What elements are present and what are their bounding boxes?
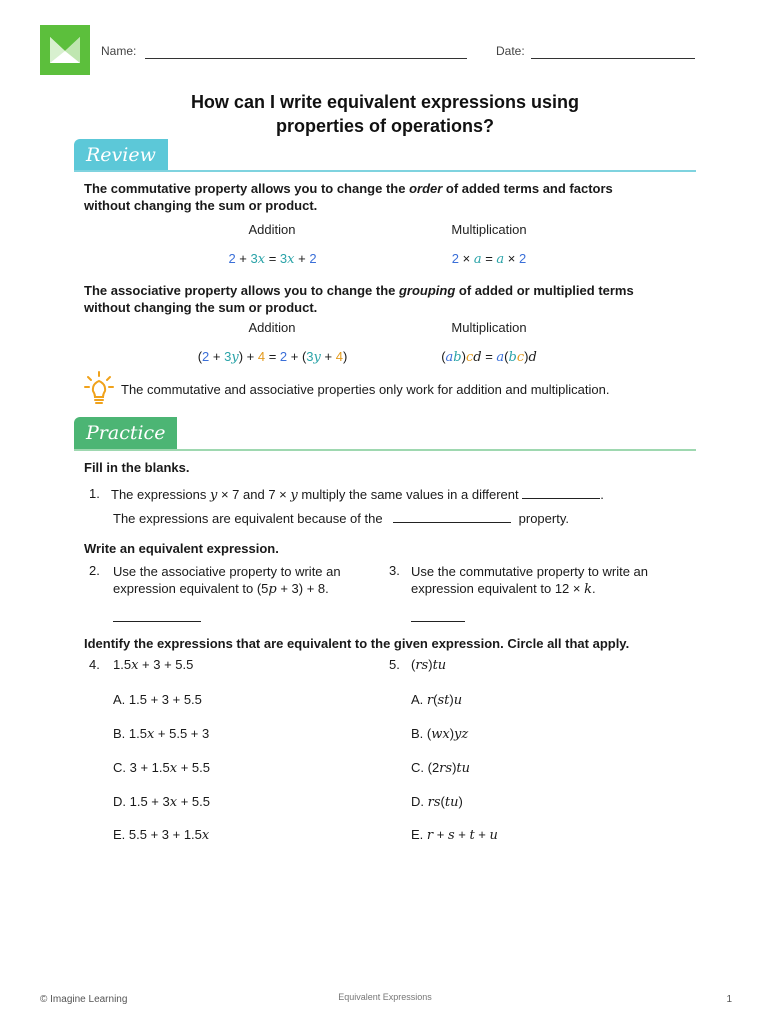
- question-4-option-c[interactable]: C. 3 + 1.5x + 5.5: [113, 760, 210, 776]
- review-tab: Review: [74, 139, 168, 171]
- fill-in-heading: Fill in the blanks.: [84, 460, 190, 475]
- associative-text-b: of added or multiplied terms: [455, 283, 634, 298]
- question-1-number: 1.: [89, 486, 100, 501]
- question-2-answer-blank[interactable]: [113, 607, 201, 622]
- name-label: Name:: [101, 44, 137, 58]
- question-3-text: Use the commutative property to write an expression equivalent to 12 × k.: [411, 564, 648, 597]
- associative-addition-label: Addition: [248, 320, 296, 335]
- question-1-line2: [113, 510, 569, 526]
- question-5-option-d[interactable]: D. rs(tu): [411, 794, 463, 810]
- commutative-emph: order: [409, 181, 443, 196]
- page-title: [0, 90, 770, 138]
- question-3-answer-blank[interactable]: [411, 607, 465, 622]
- footer-brand: © Imagine Learning: [40, 994, 128, 1005]
- question-1-line2-a: The expressions are equivalent because of the: [113, 511, 383, 526]
- question-3-line1: Use the commutative property to write an: [411, 564, 648, 579]
- name-field[interactable]: [145, 44, 467, 59]
- question-5-number: 5.: [389, 657, 400, 672]
- question-1-blank-b[interactable]: [393, 510, 511, 523]
- imagine-learning-logo: [40, 25, 90, 75]
- practice-tab: Practice: [74, 417, 177, 449]
- commutative-multiplication-example: 2 × a = a × 2: [451, 251, 527, 267]
- associative-multiplication-example: (ab)cd = a(bc)d: [441, 349, 537, 365]
- page-number: 1: [726, 994, 732, 1005]
- date-field[interactable]: [531, 44, 695, 59]
- review-rule: [74, 170, 696, 172]
- commutative-text-line2: without changing the sum or product.: [84, 198, 318, 213]
- commutative-multiplication-label: Multiplication: [451, 222, 527, 237]
- associative-emph: grouping: [398, 283, 456, 298]
- commutative-addition-example: 2 + 3x = 3x + 2: [228, 251, 317, 267]
- commutative-text-a: The commutative property allows you to change the: [84, 181, 410, 196]
- commutative-addition-label: Addition: [248, 222, 296, 237]
- lightbulb-icon: [84, 370, 114, 408]
- date-label: Date:: [496, 44, 525, 58]
- title-line-2: properties of operations?: [275, 116, 495, 136]
- question-5-option-c[interactable]: C. (2rs)tu: [411, 760, 471, 776]
- write-equivalent-heading: Write an equivalent expression.: [84, 541, 279, 556]
- question-2-line1: Use the associative property to write an: [113, 564, 341, 579]
- footer-center-title: Equivalent Expressions: [338, 992, 432, 1002]
- question-4-expression: 1.5x + 3 + 5.5: [113, 657, 194, 673]
- associative-definition: [84, 282, 704, 316]
- tip-text: The commutative and associative properties only work for addition and multiplication.: [121, 382, 610, 397]
- commutative-text-b: of added terms and factors: [442, 181, 613, 196]
- question-1-blank-a[interactable]: [522, 486, 600, 499]
- question-2-number: 2.: [89, 563, 100, 578]
- commutative-definition: [84, 180, 704, 214]
- question-1-line2-b: property.: [518, 511, 569, 526]
- practice-rule: [74, 449, 696, 451]
- associative-addition-example: (2 + 3y) + 4 = 2 + (3y + 4): [197, 349, 348, 365]
- associative-text-a: The associative property allows you to change the: [84, 283, 399, 298]
- question-3-number: 3.: [389, 563, 400, 578]
- question-5-expression: (rs)tu: [411, 657, 447, 673]
- question-4-number: 4.: [89, 657, 100, 672]
- title-line-1: How can I write equivalent expressions using: [190, 92, 580, 112]
- associative-text-line2: without changing the sum or product.: [84, 300, 318, 315]
- question-4-option-a[interactable]: A. 1.5 + 3 + 5.5: [113, 692, 202, 707]
- question-4-option-e[interactable]: E. 5.5 + 3 + 1.5x: [113, 827, 210, 843]
- associative-multiplication-label: Multiplication: [451, 320, 527, 335]
- question-4-option-d[interactable]: D. 1.5 + 3x + 5.5: [113, 794, 210, 810]
- question-2-text: Use the associative property to write an expression equivalent to (5p + 3) + 8.: [113, 564, 341, 597]
- question-5-option-e[interactable]: E. r + s + t + u: [411, 827, 498, 843]
- question-5-option-b[interactable]: B. (wx)yz: [411, 726, 469, 742]
- identify-heading: Identify the expressions that are equivalent to the given expression. Circle all that apply.: [84, 636, 630, 651]
- question-1-line1: The expressions y × 7 and 7 × y multiply the same values in a different .: [111, 487, 604, 503]
- question-4-option-b[interactable]: B. 1.5x + 5.5 + 3: [113, 726, 210, 742]
- question-5-option-a[interactable]: A. r(st)u: [411, 692, 463, 708]
